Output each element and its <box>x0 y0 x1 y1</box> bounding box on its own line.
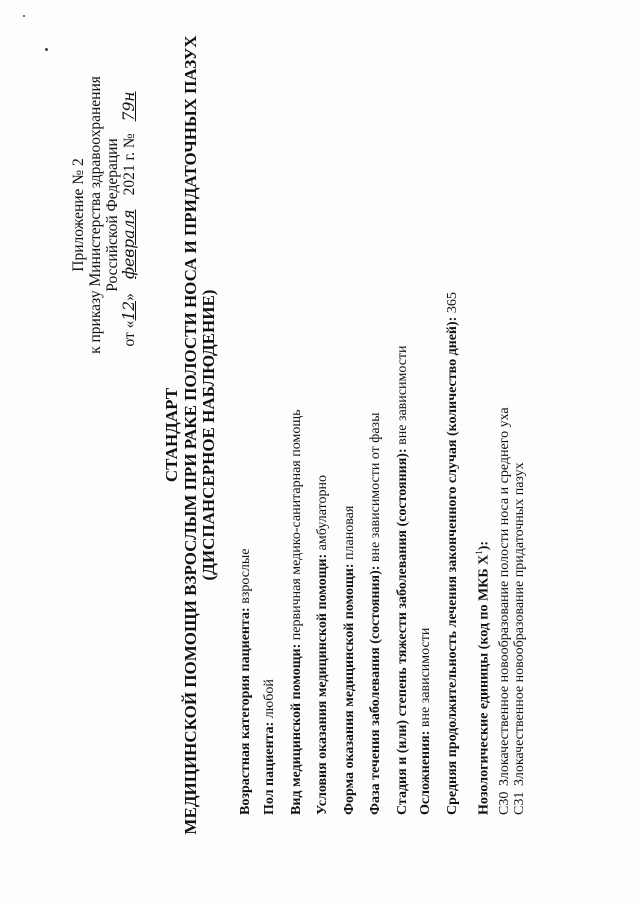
field-complications: Осложнения: вне зависимости <box>418 627 433 815</box>
title-main: МЕДИЦИНСКОЙ ПОМОЩИ ВЗРОСЛЫМ ПРИ РАКЕ ПОЛОСТИ НОСА И ПРИДАТОЧНЫХ ПАЗУХ <box>180 35 200 835</box>
code-row <box>497 407 513 815</box>
field-age: Возрастная категория пациента: взрослые <box>238 548 253 815</box>
field-care-form: Форма оказания медицинской помощи: плановая <box>342 505 357 815</box>
field-nosology: Нозологические единицы (код по МКБ $X^1$): <box>474 540 492 815</box>
field-care-conditions: Условия оказания медицинской помощи: амбулаторно <box>315 475 330 815</box>
field-disease-phase: Фаза течения заболевания (состояния): вне зависимости от фазы <box>368 412 383 815</box>
appendix-federation: Российской Федерации <box>104 138 121 292</box>
icd-description: Злокачественное новообразование полости носа и среднего уха <box>497 407 512 786</box>
title-standard: СТАНДАРТ <box>162 387 181 483</box>
appendix-order: к приказу Министерства здравоохранения <box>87 76 104 354</box>
handwritten-month: февраля <box>120 209 138 280</box>
appendix-block <box>70 35 138 395</box>
standard-title <box>163 25 219 845</box>
icd-description: Злокачественное новообразование придаточных пазух <box>512 462 527 786</box>
icd-code: C30 <box>497 791 512 815</box>
appendix-number: Приложение № 2 <box>70 158 87 272</box>
icd-code: C31 <box>512 791 527 815</box>
field-disease-stage: Стадия и (или) степень тяжести заболевания (состояния): вне зависимости <box>395 345 410 815</box>
handwritten-day: 12 <box>120 300 138 321</box>
title-sub: (ДИСПАНСЕРНОЕ НАБЛЮДЕНИЕ) <box>199 289 218 581</box>
field-duration: Средняя продолжительность лечения законченного случая (количество дней): 365 <box>445 292 460 815</box>
appendix-date: от «12» февраля 2021 г. № 79н <box>121 35 138 395</box>
handwritten-number: 79н <box>120 91 138 122</box>
code-row <box>512 462 528 815</box>
field-sex: Пол пациента: любой <box>262 679 277 815</box>
field-care-type: Вид медицинской помощи: первичная медико-санитарная помощь <box>289 409 304 815</box>
